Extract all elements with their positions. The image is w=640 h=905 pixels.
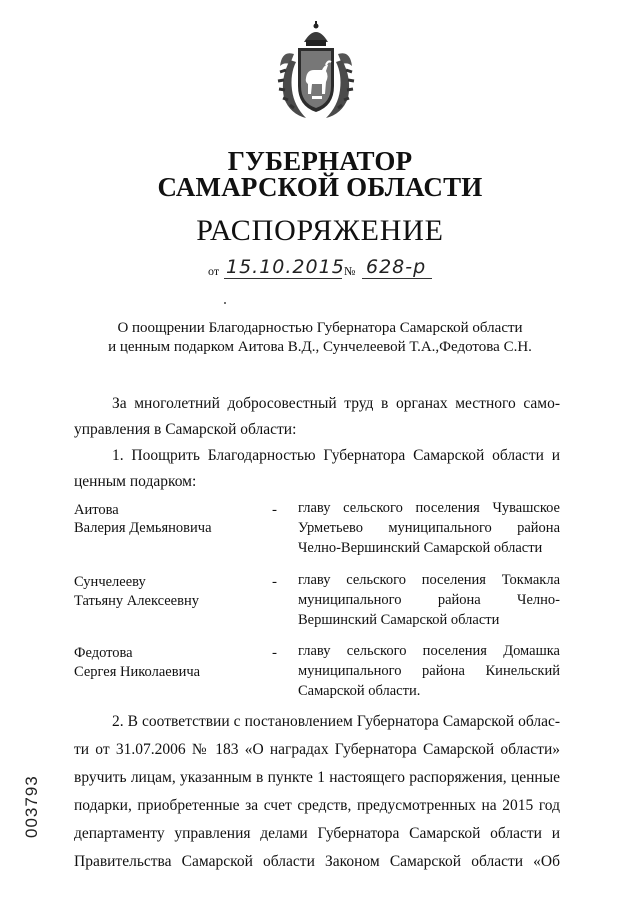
item2-line: Правительства Самарской области Законом Самарской области «Об <box>74 853 560 870</box>
item2-line: 2. В соответствии с постановлением Губернатора Самарской облас- <box>112 713 560 730</box>
coat-of-arms-samara-icon <box>276 20 356 122</box>
item1-line2: ценным подарком: <box>74 473 197 490</box>
date-prefix: от <box>208 264 220 278</box>
item2-line: ти от 31.07.2006 № 183 «О наградах Губернатора Самарской области» <box>74 741 560 758</box>
scan-speck <box>224 302 226 304</box>
recipient-dash: - <box>272 645 277 661</box>
order-title-line2: и ценным подарком Аитова В.Д., Сунчелеевой Т.А.,Федотова С.Н. <box>108 339 532 355</box>
item2-line: подарки, приобретенные за счет средств, предусмотренных на 2015 год <box>74 797 560 814</box>
item1-line1: 1. Поощрить Благодарностью Губернатора Самарской области и <box>112 447 560 464</box>
handwritten-date: 15.10.2015 <box>226 256 345 278</box>
intro-paragraph-line2: управления в Самарской области: <box>74 421 297 438</box>
vertical-serial-number: 003793 <box>22 775 41 838</box>
recipient-surname: Аитова <box>74 502 119 518</box>
recipient-position-line: Урметьево муниципального района <box>298 520 560 536</box>
recipient-position-line: главу сельского поселения Домашка <box>298 643 560 659</box>
order-title-line1: О поощрении Благодарностью Губернатора Самарской области <box>117 320 523 336</box>
recipient-position-line: муниципального района Челно- <box>298 592 560 608</box>
recipient-given-names: Татьяну Алексеевну <box>74 593 199 609</box>
recipient-given-names: Сергея Николаевича <box>74 664 201 680</box>
issuer-title-line2: САМАРСКОЙ ОБЛАСТИ <box>157 172 483 202</box>
number-prefix: № <box>344 264 356 278</box>
recipient-position-line: Челно-Вершинский Самарской области <box>298 540 543 556</box>
intro-paragraph-line1: За многолетний добросовестный труд в органах местного само- <box>112 395 560 412</box>
handwritten-number: 628-р <box>366 256 427 278</box>
recipient-position-line: Вершинский Самарской области <box>298 612 500 628</box>
recipient-position-line: главу сельского поселения Токмакла <box>298 572 560 588</box>
date-underline <box>224 278 342 279</box>
recipient-position-line: главу сельского поселения Чувашское <box>298 500 560 516</box>
recipient-dash: - <box>272 574 277 590</box>
issuer-title-line1: ГУБЕРНАТОР <box>227 146 413 176</box>
recipient-position-line: Самарской области. <box>298 683 421 699</box>
recipient-surname: Федотова <box>74 645 133 661</box>
number-underline <box>362 278 432 279</box>
recipient-surname: Сунчелееву <box>74 574 146 590</box>
item2-line: вручить лицам, указанным в пункте 1 настоящего распоряжения, ценные <box>74 769 560 786</box>
recipient-dash: - <box>272 502 277 518</box>
document-type: РАСПОРЯЖЕНИЕ <box>196 214 444 247</box>
recipient-given-names: Валерия Демьяновича <box>74 520 212 536</box>
recipient-position <box>298 498 560 558</box>
recipient-position <box>298 641 560 701</box>
recipient-position <box>298 570 560 630</box>
recipient-position-line: муниципального района Кинельский <box>298 663 560 679</box>
item2-line: департаменту управления делами Губернатора Самарской области и <box>74 825 560 842</box>
